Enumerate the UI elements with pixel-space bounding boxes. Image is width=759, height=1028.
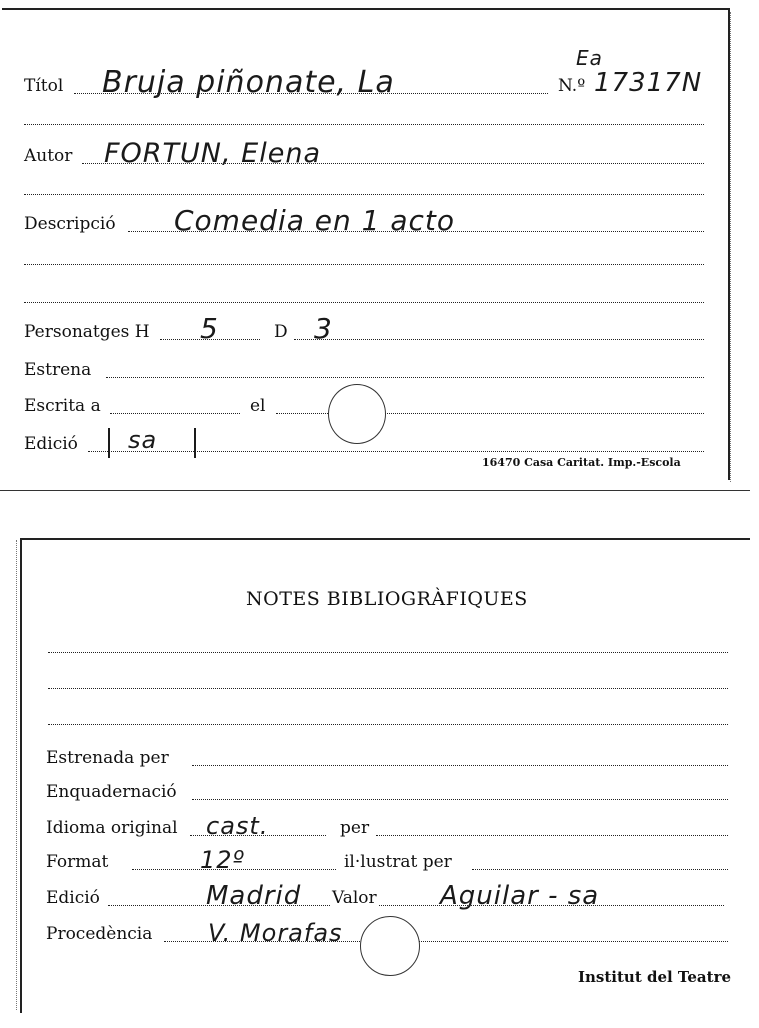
descripcio-value: Comedia en 1 acto: [174, 204, 456, 237]
autor-row: [24, 138, 724, 169]
edicio-back-row: [46, 881, 746, 911]
personatges-d-label: D: [274, 322, 288, 342]
format-row: [46, 848, 746, 874]
valor-label: Valor: [332, 888, 377, 908]
institution-name: Institut del Teatre: [578, 968, 732, 986]
enquadernacio-row: [46, 778, 746, 804]
personatges-label: Personatges H: [24, 322, 150, 342]
numero-label: N.º: [558, 76, 586, 96]
descripcio-label: Descripció: [24, 214, 116, 234]
numero-prefix: Ea: [576, 46, 603, 70]
autor-value: FORTUN, Elena: [104, 138, 321, 169]
personatges-row: [24, 312, 724, 345]
illustrat-label: il·lustrat per: [344, 852, 452, 872]
estrena-label: Estrena: [24, 360, 92, 380]
numero-value: 17317N: [594, 68, 703, 98]
enquadernacio-label: Enquadernació: [46, 782, 177, 802]
procedencia-label: Procedència: [46, 924, 153, 944]
edicio-back-value: Madrid: [206, 881, 302, 911]
edicio-label: Edició: [24, 434, 78, 454]
format-value: 12º: [200, 846, 245, 874]
estrena-row: [24, 356, 724, 382]
edicio-value: sa: [128, 426, 158, 454]
titol-label: Títol: [24, 76, 64, 96]
catalog-card-back: [20, 538, 750, 1013]
descripcio-row: [24, 204, 724, 237]
per-label: per: [340, 818, 370, 838]
idioma-row: [46, 814, 746, 840]
punch-hole: [328, 384, 386, 444]
autor-label: Autor: [24, 146, 73, 166]
estrenada-row: [46, 744, 746, 770]
valor-value: Aguilar - sa: [440, 881, 600, 911]
edicio-back-label: Edició: [46, 888, 100, 908]
catalog-card-front: [2, 8, 730, 480]
escrita-label: Escrita a: [24, 396, 101, 416]
estrenada-label: Estrenada per: [46, 748, 169, 768]
printer-note: 16470 Casa Caritat. Imp.-Escola: [482, 456, 681, 469]
titol-value: Bruja piñonate, La: [102, 65, 395, 100]
format-label: Format: [46, 852, 109, 872]
personatges-d-value: 3: [314, 312, 333, 345]
notes-heading: NOTES BIBLIOGRÀFIQUES: [246, 588, 528, 610]
idioma-value: cast.: [206, 812, 269, 840]
idioma-label: Idioma original: [46, 818, 178, 838]
procedencia-value: V. Morafas: [208, 919, 343, 947]
titol-row: [24, 46, 724, 100]
el-label: el: [250, 396, 266, 416]
personatges-h-value: 5: [200, 312, 219, 345]
card-separator: [0, 490, 750, 491]
punch-hole-back: [360, 916, 420, 976]
